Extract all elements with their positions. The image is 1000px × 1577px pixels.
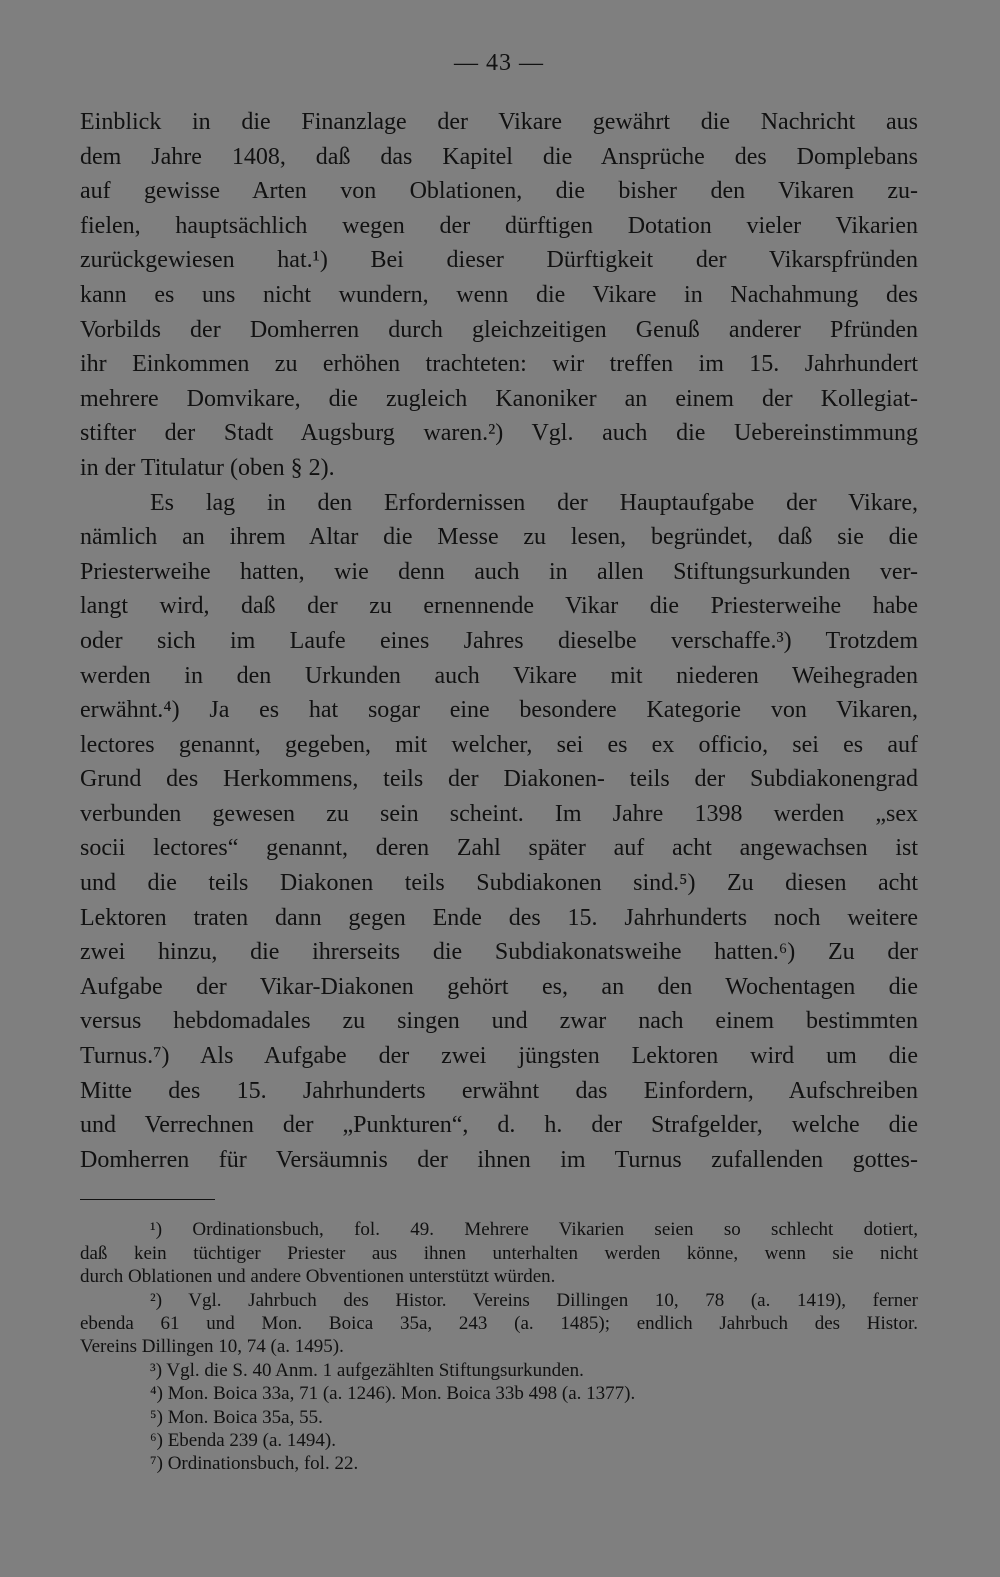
text-line: mehrere Domvikare, die zugleich Kanoniker an einem der Kollegiat- [80,385,918,412]
footnote [80,1429,918,1452]
text-line: Es lag in den Erfordernissen der Hauptaufgabe der Vikare, [150,489,918,516]
text-line: socii lectores“ genannt, deren Zahl später auf acht angewachsen ist [80,835,918,862]
text-line: kann es uns nicht wundern, wenn die Vikare in Nachahmung des [80,281,918,308]
text-line: oder sich im Laufe eines Jahres dieselbe verschaffe.³) Trotzdem [80,627,918,654]
page-number: — 43 — [454,50,544,76]
text-line: in der Titulatur (oben § 2). [80,454,335,481]
footnote-line: ⁵) Mon. Boica 35a, 55. [150,1406,323,1428]
footnotes [80,1218,918,1475]
footnote-line: ²) Vgl. Jahrbuch des Histor. Vereins Dillingen 10, 78 (a. 1419), ferner [150,1289,918,1311]
text-line: Lektoren traten dann gegen Ende des 15. Jahrhunderts noch weitere [80,904,918,931]
footnote-line: Vereins Dillingen 10, 74 (a. 1495). [80,1336,344,1358]
footnote [80,1382,918,1405]
text-line: Turnus.⁷) Als Aufgabe der zwei jüngsten Lektoren wird um die [80,1043,918,1070]
footnote-divider [80,1199,215,1200]
text-line: werden in den Urkunden auch Vikare mit niederen Weihegraden [80,662,918,689]
text-line: dem Jahre 1408, daß das Kapitel die Ansprüche des Domplebans [80,143,918,170]
text-line: Einblick in die Finanzlage der Vikare gewährt die Nachricht aus [80,109,918,135]
text-line: Priesterweihe hatten, wie denn auch in allen Stiftungsurkunden ver- [80,558,918,585]
text-line: nämlich an ihrem Altar die Messe zu lesen, begründet, daß sie die [80,524,918,551]
text-line: zurückgewiesen hat.¹) Bei dieser Dürftigkeit der Vikarspfründen [80,247,918,274]
footnote-line: ⁶) Ebenda 239 (a. 1494). [150,1429,337,1451]
text-line: ihr Einkommen zu erhöhen trachteten: wir treffen im 15. Jahrhundert [80,351,918,378]
paragraph [80,105,918,486]
text-line: Mitte des 15. Jahrhunderts erwähnt das Einfordern, Aufschreiben [80,1077,918,1104]
text-line: fielen, hauptsächlich wegen der dürftigen Dotation vieler Vikarien [80,212,918,239]
text-line: und Verrechnen der „Punkturen“, d. h. der Strafgelder, welche die [80,1112,918,1139]
text-line: Vorbilds der Domherren durch gleichzeitigen Genuß anderer Pfründen [80,316,918,343]
footnote-line: ³) Vgl. die S. 40 Anm. 1 aufgezählten Stiftungsurkunden. [150,1359,584,1381]
footnote-line: ⁴) Mon. Boica 33a, 71 (a. 1246). Mon. Boica 33b 498 (a. 1377). [150,1383,636,1405]
text-line: langt wird, daß der zu ernennende Vikar die Priesterweihe habe [80,593,918,620]
text-line: verbunden gewesen zu sein scheint. Im Jahre 1398 werden „sex [80,800,918,827]
text-line: zwei hinzu, die ihrerseits die Subdiakonatsweihe hatten.⁶) Zu der [80,939,918,966]
text-line: auf gewisse Arten von Oblationen, die bisher den Vikaren zu- [80,178,918,205]
text-line: lectores genannt, gegeben, mit welcher, sei es ex officio, sei es auf [80,731,918,758]
footnote-line: ¹) Ordinationsbuch, fol. 49. Mehrere Vikarien seien so schlecht dotiert, [150,1219,918,1241]
footnote [80,1289,918,1359]
body-text [80,105,918,1177]
text-line: Grund des Herkommens, teils der Diakonen- teils der Subdiakonengrad [80,766,918,793]
footnote-line: daß kein tüchtiger Priester aus ihnen unterhalten werden könne, wenn sie nicht [80,1242,918,1264]
footnote [80,1406,918,1429]
footnote-line: ⁷) Ordinationsbuch, fol. 22. [150,1453,359,1475]
text-line: versus hebdomadales zu singen und zwar nach einem bestimmten [80,1008,918,1035]
book-page [80,50,918,1476]
footnote [80,1359,918,1382]
text-line: und die teils Diakonen teils Subdiakonen sind.⁵) Zu diesen acht [80,870,918,897]
text-line: erwähnt.⁴) Ja es hat sogar eine besondere Kategorie von Vikaren, [80,697,918,724]
text-line: stifter der Stadt Augsburg waren.²) Vgl. auch die Uebereinstimmung [80,420,918,447]
footnote [80,1218,918,1288]
paragraph [80,486,918,1178]
footnote [80,1452,918,1475]
footnote-line: ebenda 61 und Mon. Boica 35a, 243 (a. 1485); endlich Jahrbuch des Histor. [80,1312,918,1334]
footnote-line: durch Oblationen und andere Obventionen unterstützt würden. [80,1266,556,1288]
text-line: Aufgabe der Vikar-Diakonen gehört es, an den Wochentagen die [80,973,918,1000]
text-line: Domherren für Versäumnis der ihnen im Turnus zufallenden gottes- [80,1146,918,1173]
